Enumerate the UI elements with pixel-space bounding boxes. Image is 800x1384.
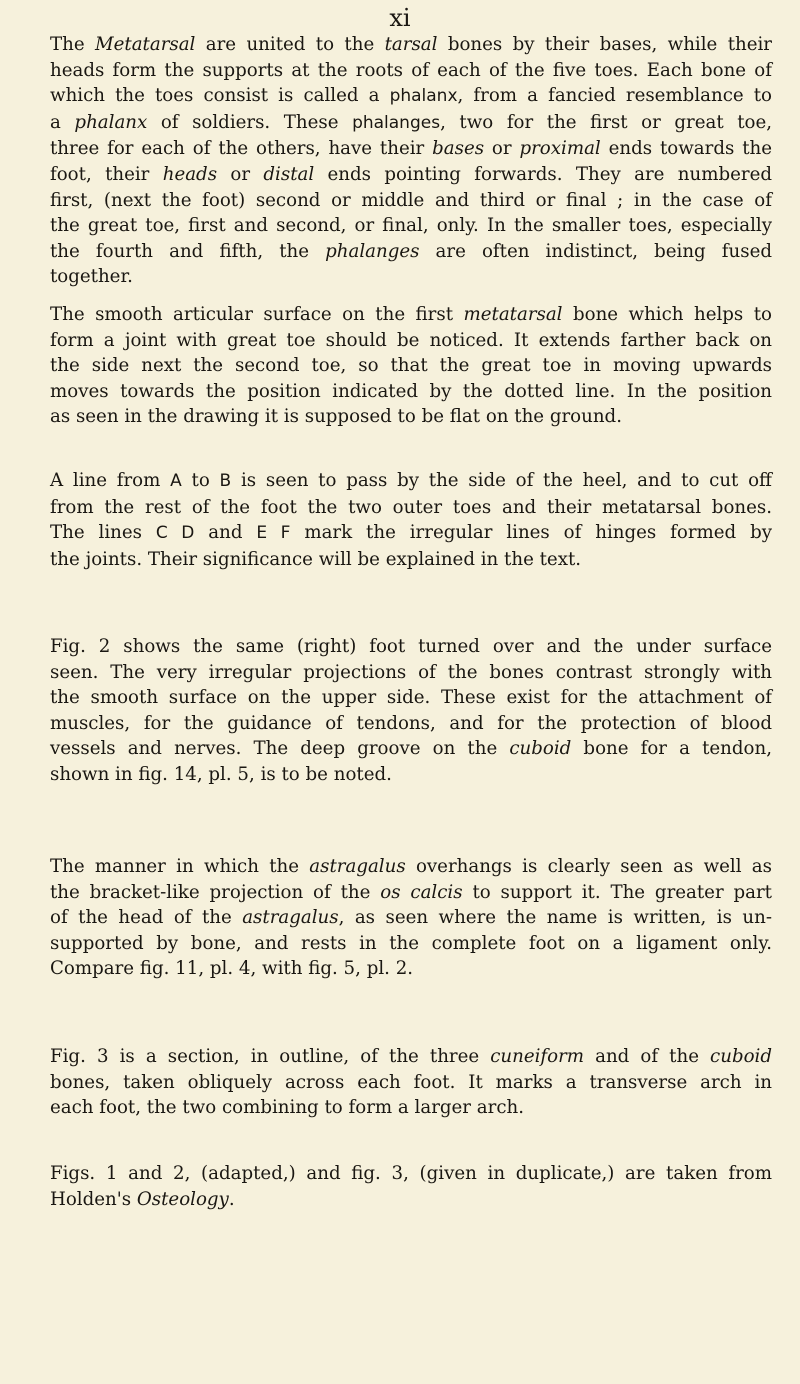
text-line [50,136,772,162]
text-line [50,1161,772,1187]
text-line [50,110,772,137]
text-line [50,1187,772,1213]
text-line [50,956,772,982]
text-run: vessels and nerves. The deep groove on the [50,738,510,760]
text-line [50,634,772,660]
text-run: form a joint with great toe should be noticed. It extends farther back on [50,329,772,351]
text-run: Fig. 3 is a section, in outline, of the three [50,1046,491,1067]
text-run: bone which helps to [562,304,772,325]
text-run: The manner in which the [50,856,310,877]
page-number: xi [389,4,411,32]
text-run: Holden's [50,1188,137,1210]
paragraph-figure-sources [50,1161,772,1212]
italic-term: tarsal [384,34,438,55]
text-run: Figs. 1 and 2, (adapted,) and fig. 3, (given in duplicate,) are taken from [50,1163,772,1184]
text-line [50,404,772,430]
italic-term: distal [263,163,315,185]
text-run: which the toes consist is called a [50,85,390,107]
text-run: or [484,138,520,160]
text-line [50,58,772,84]
text-run: supported by bone, and rests in the complete foot on a ligament only. [50,932,772,954]
text-run: are united to the [195,34,385,55]
text-line [50,736,772,762]
italic-term: Metatarsal [95,34,196,55]
text-line [50,353,772,379]
text-run: ends towards the [600,138,772,160]
text-line [50,213,772,239]
text-line [50,660,772,686]
italic-term: cuneiform [490,1046,585,1067]
sans-term: phalanx [389,86,458,107]
text-run: muscles, for the guidance of tendons, and for the protection of blood [50,712,772,734]
italic-term: astragalus [309,856,406,877]
sans-term: E F [256,523,291,544]
italic-term: phalanx [74,111,148,133]
italic-term: bases [432,138,485,160]
text-line [50,468,772,495]
text-run: of the head of the [50,907,243,929]
text-line [50,239,772,265]
text-run: the smooth surface on the upper side. These exist for the attachment of [50,687,772,709]
text-run: together. [50,266,133,288]
text-run: Fig. 2 shows the same (right) foot turned over and the under surface [50,636,772,657]
text-line [50,711,772,737]
text-line [50,762,772,788]
text-line [50,188,772,214]
text-run: the side next the second toe, so that the great toe in moving upwards [50,355,772,377]
sans-term: B [219,471,232,491]
italic-term: cuboid [710,1046,772,1067]
text-run: the joints. Their significance will be explained in the text. [50,548,582,570]
text-run: first, (next the foot) second or middle and third or final ; in the case of [50,189,772,211]
text-line [50,1044,772,1070]
text-run: are often indistinct, being fused [419,240,772,262]
italic-term: heads [162,163,218,185]
italic-term: astragalus [242,907,339,929]
text-line [50,264,772,290]
text-run: overhangs is clearly seen as well as [405,856,772,877]
text-run: the fourth and fifth, the [50,240,326,262]
text-run: bone for a tendon, [571,738,772,760]
text-run: a [50,111,75,133]
text-line [50,302,772,328]
text-line [50,685,772,711]
text-run: to [181,470,220,491]
text-run: , two for the first or great toe, [440,111,772,133]
text-run: . [228,1188,235,1210]
paragraph-astragalus-overhang [50,854,772,982]
text-run: The [50,34,95,55]
italic-term: Osteology [136,1188,229,1210]
text-run: three for each of the others, have their [50,138,433,160]
paragraph-fig-2-under-surface [50,634,772,788]
text-run: The smooth articular surface on the first [50,304,464,325]
text-line [50,905,772,931]
text-line [50,520,772,547]
text-run: or [217,163,264,185]
text-line [50,547,772,573]
text-run: , as seen where the name is written, is un- [338,907,772,929]
text-run: shown in fig. 14, pl. 5, is to be noted. [50,763,392,785]
text-run: heads form the supports at the roots of each of the five toes. Each bone of [50,59,772,81]
italic-term: phalanges [325,240,420,262]
paragraph-lines-ab-cd-ef [50,468,772,572]
text-run: A line from [50,470,171,491]
text-line [50,162,772,188]
text-line [50,495,772,521]
text-run: from the rest of the foot the two outer toes and their metatarsal bones. [50,496,772,518]
italic-term: metatarsal [463,304,563,325]
text-run: The lines [50,522,156,544]
text-run: each foot, the two combining to form a larger arch. [50,1097,524,1119]
text-run: and of the [584,1046,711,1067]
text-run: seen. The very irregular projections of the bones contrast strongly with [50,661,772,683]
text-line [50,854,772,880]
italic-term: os calcis [380,881,463,903]
text-line [50,328,772,354]
text-run: the bracket-like projection of the [50,881,381,903]
paragraph-articular-surface [50,302,772,430]
sans-term: A [170,471,182,491]
text-run: is seen to pass by the side of the heel, and to cut off [231,470,772,491]
text-run: bones by their bases, while their [437,34,772,55]
paragraph-fig-3-section [50,1044,772,1121]
text-run: the great toe, first and second, or final, only. In the smaller toes, especially [50,215,772,237]
text-line [50,880,772,906]
text-line [50,83,772,110]
text-run: , from a fancied resemblance to [457,85,773,107]
text-run: and [194,522,257,544]
text-run: moves towards the position indicated by the dotted line. In the position [50,380,772,402]
text-line [50,931,772,957]
text-line [50,379,772,405]
sans-term: phalanges [352,112,441,133]
sans-term: C D [155,523,195,544]
italic-term: cuboid [509,738,572,760]
text-run: Compare fig. 11, pl. 4, with fig. 5, pl. 2. [50,958,414,980]
text-run: ends pointing forwards. They are numbered [314,163,772,185]
italic-term: proximal [519,138,601,160]
text-line [50,1095,772,1121]
paragraph-metatarsal-phalanges [50,32,772,290]
text-line [50,32,772,58]
text-run: to support it. The greater part [462,881,772,903]
text-line [50,1070,772,1096]
text-run: foot, their [50,163,163,185]
text-run: mark the irregular lines of hinges formed by [290,522,772,544]
text-run: of soldiers. These [147,111,353,133]
text-run: as seen in the drawing it is supposed to be flat on the ground. [50,406,622,428]
text-run: bones, taken obliquely across each foot. It marks a transverse arch in [50,1071,772,1093]
